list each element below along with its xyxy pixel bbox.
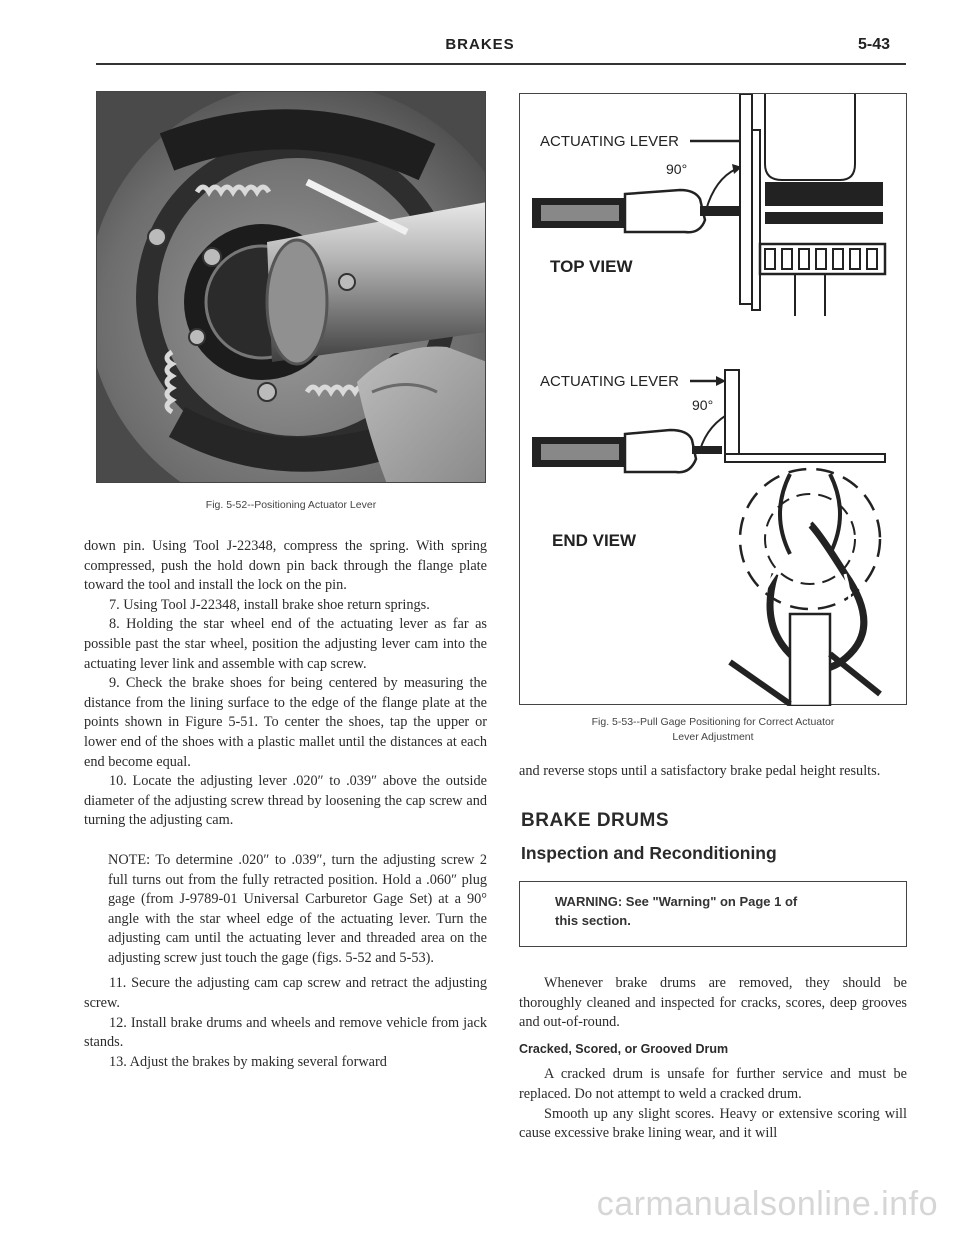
warning-line-2: this section. <box>555 913 631 928</box>
page-number: 5-43 <box>857 36 890 53</box>
step-11: 11. Secure the adjusting cam cap screw and retract the adjusting screw. <box>84 975 487 1012</box>
step-12: 12. Install brake drums and wheels and remove vehicle from jack stands. <box>84 1014 487 1051</box>
paragraph-cracked-drum: A cracked drum is unsafe for further service and must be replaced. Do not attempt to weld a cracked drum. <box>519 1066 907 1102</box>
gage-positioning-diagram <box>520 94 908 706</box>
brake-assembly-photo-illustration <box>97 92 486 483</box>
step-13: 13. Adjust the brakes by making several forward <box>109 1053 387 1070</box>
subhead-cracked-drum: Cracked, Scored, or Grooved Drum <box>519 1041 729 1056</box>
left-column <box>84 537 487 1072</box>
top-view-lever-label: ACTUATING LEVER <box>540 133 679 150</box>
top-view-label: TOP VIEW <box>550 257 633 276</box>
end-view-lever-label: ACTUATING LEVER <box>540 373 679 390</box>
top-view-angle-label: 90° <box>666 161 688 177</box>
figure-5-53-caption-line2: Lever Adjustment <box>672 731 754 743</box>
step-7: 7. Using Tool J-22348, install brake shoe return springs. <box>109 596 430 613</box>
paragraph-continuation: down pin. Using Tool J-22348, compress the spring. With spring compressed, push the hold down pin back through the flange plate toward the tool and install the lock on the pin. <box>84 538 487 594</box>
step-9: 9. Check the brake shoes for being centered by measuring the distance from the lining surface to the edge of the flange plate at the points shown in Figure 5-51. To center the shoes, tap the upper or lower end of the shoes with a plastic mallet until the distances at each end become equal. <box>84 675 487 770</box>
step-10: 10. Locate the adjusting lever .020″ to .039″ above the outside diameter of the adjusting screw thread by loosening the cap screw and turning the adjusting cam. <box>84 773 487 829</box>
figure-5-53-diagram <box>519 93 907 705</box>
right-column-continuation: and reverse stops until a satisfactory brake pedal height results. <box>519 763 881 779</box>
figure-5-53-caption-line1: Fig. 5-53--Pull Gage Positioning for Correct Actuator <box>591 716 835 728</box>
figure-5-53-caption <box>519 715 907 745</box>
figure-5-52-photo <box>96 91 486 483</box>
paragraph-smooth-scores: Smooth up any slight scores. Heavy or extensive scoring will cause excessive brake lining wear, and it will <box>519 1105 907 1142</box>
note-paragraph: NOTE: To determine .020″ to .039″, turn the adjusting screw 2 full turns out from the fully retracted position. Hold a .060″ plug gage (from J-9789-01 Universal Carburetor Gage Set) at a 90° angle with the star wheel edge of the actuating lever. Turn the adjusting cam until the actuating lever and threaded area on the adjusting screw just touch the gage (figs. 5-52 and 5-53). <box>108 851 487 966</box>
right-body <box>519 974 907 1144</box>
section-subheading: Inspection and Reconditioning <box>521 843 777 863</box>
watermark-text: carmanualsonline.info <box>596 1185 938 1223</box>
end-view-label: END VIEW <box>552 531 637 550</box>
figure-5-52-caption: Fig. 5-52--Positioning Actuator Lever <box>205 499 377 511</box>
running-header-title: BRAKES <box>445 36 515 53</box>
paragraph-drums-removed: Whenever brake drums are removed, they should be thoroughly cleaned and inspected for cracks, scores, deep grooves and out-of-round. <box>519 975 907 1031</box>
end-view-angle-label: 90° <box>692 397 714 413</box>
step-8: 8. Holding the star wheel end of the actuating lever as far as possible past the star wheel, position the adjusting lever cam into the actuating lever link and assemble with cap screw. <box>84 616 487 672</box>
warning-box <box>519 881 907 947</box>
warning-line-1: WARNING: See "Warning" on Page 1 of <box>555 894 798 909</box>
section-heading: BRAKE DRUMS <box>521 810 669 831</box>
header-rule <box>96 63 906 65</box>
